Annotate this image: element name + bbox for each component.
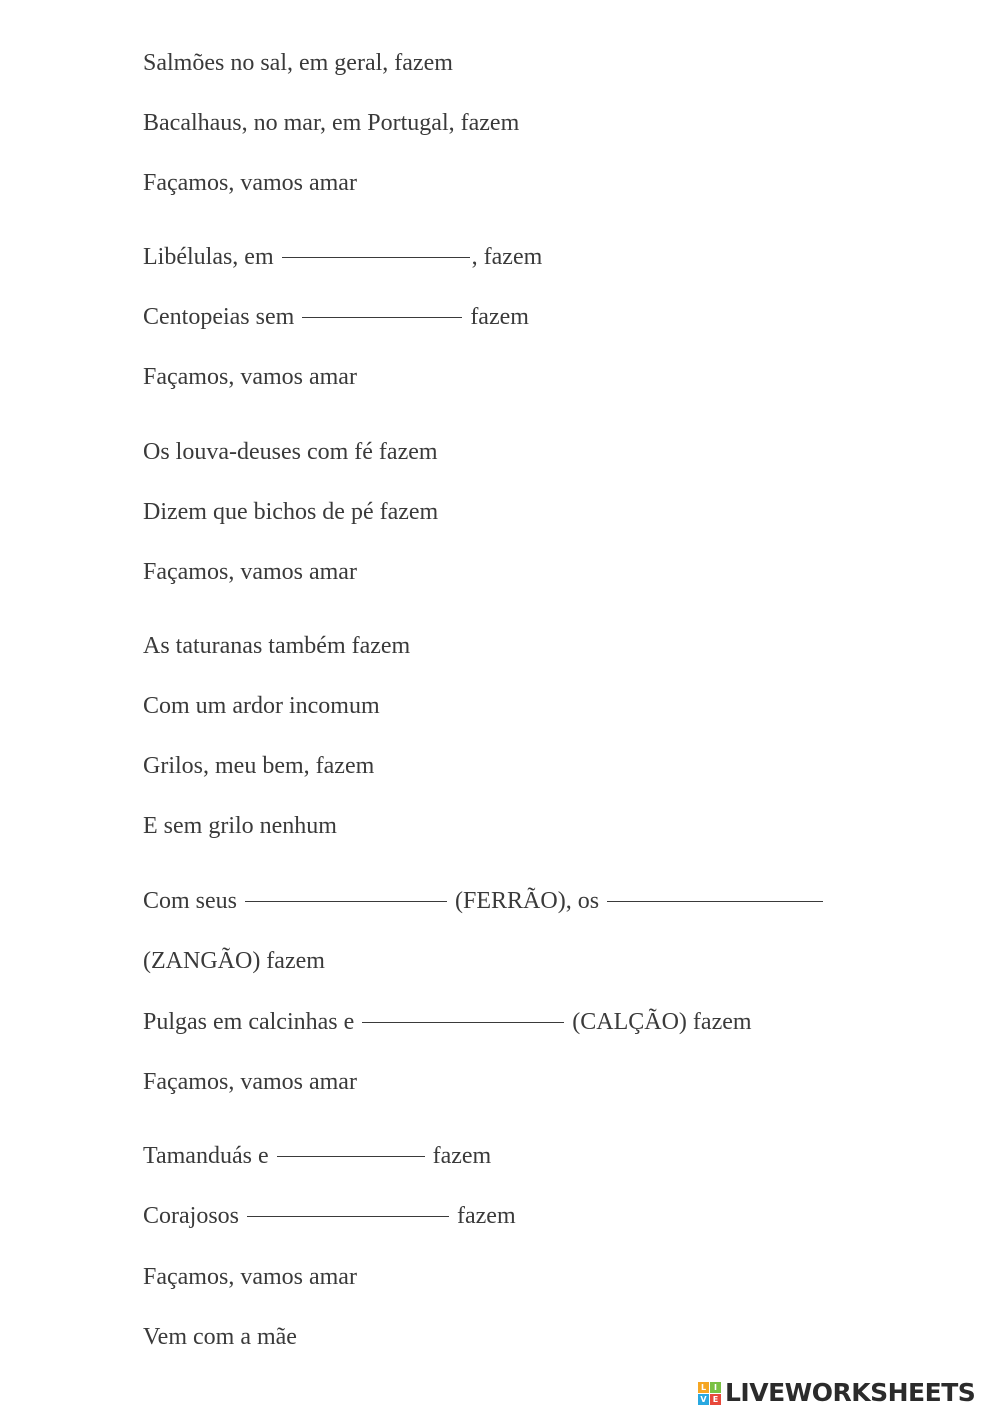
blank-input-6[interactable] <box>277 1156 425 1157</box>
liveworksheets-logo <box>698 1380 975 1406</box>
logo-block: L <box>698 1382 709 1393</box>
lyric-text: Tamanduás e <box>143 1143 269 1169</box>
lyric-text: fazem <box>470 304 529 330</box>
lyric-text: fazem <box>457 1203 516 1229</box>
lyric-text: Com seus <box>143 888 238 914</box>
lyric-line-21: Vem com a mãe <box>143 1324 297 1350</box>
lyric-text: , fazem <box>471 244 543 270</box>
blank-input-2[interactable] <box>302 317 462 318</box>
lyric-line-19 <box>143 1201 516 1231</box>
lyric-line-3: Façamos, vamos amar <box>143 170 357 196</box>
logo-block: I <box>710 1382 721 1393</box>
lyric-line-6: Façamos, vamos amar <box>143 364 357 390</box>
logo-text: LIVEWORKSHEETS <box>725 1378 976 1407</box>
lyric-text: Pulgas em calcinhas e <box>143 1009 355 1035</box>
logo-block: E <box>710 1394 721 1405</box>
lyric-line-5 <box>143 302 529 332</box>
lyric-line-8: Dizem que bichos de pé fazem <box>143 499 439 525</box>
lyric-line-9: Façamos, vamos amar <box>143 559 357 585</box>
logo-blocks-icon <box>698 1382 721 1405</box>
blank-input-4[interactable] <box>607 901 823 902</box>
lyric-text: Libélulas, em <box>143 244 274 270</box>
lyric-text: (CALÇÃO) fazem <box>572 1009 752 1035</box>
lyric-line-20: Façamos, vamos amar <box>143 1264 357 1290</box>
lyric-line-17: Façamos, vamos amar <box>143 1069 357 1095</box>
lyric-line-1: Salmões no sal, em geral, fazem <box>143 50 453 76</box>
lyric-line-18 <box>143 1141 491 1171</box>
blank-input-7[interactable] <box>247 1216 449 1217</box>
blank-input-1[interactable] <box>282 257 470 258</box>
lyric-line-10: As taturanas também fazem <box>143 633 411 659</box>
lyric-line-7: Os louva-deuses com fé fazem <box>143 439 438 465</box>
lyric-line-2: Bacalhaus, no mar, em Portugal, fazem <box>143 110 520 136</box>
blank-input-5[interactable] <box>362 1022 564 1023</box>
lyric-text: Corajosos <box>143 1203 239 1229</box>
lyric-text: (FERRÃO), os <box>455 888 600 914</box>
lyric-line-4 <box>143 242 542 272</box>
lyric-line-14 <box>143 886 825 916</box>
lyric-line-12: Grilos, meu bem, fazem <box>143 753 375 779</box>
lyric-line-15: (ZANGÃO) fazem <box>143 948 325 974</box>
lyric-text: fazem <box>432 1143 492 1169</box>
lyric-text: Centopeias sem <box>143 304 295 330</box>
lyric-line-13: E sem grilo nenhum <box>143 813 337 839</box>
lyric-line-16 <box>143 1007 752 1037</box>
blank-input-3[interactable] <box>245 901 447 902</box>
lyric-line-11: Com um ardor incomum <box>143 693 380 719</box>
logo-block: V <box>698 1394 709 1405</box>
